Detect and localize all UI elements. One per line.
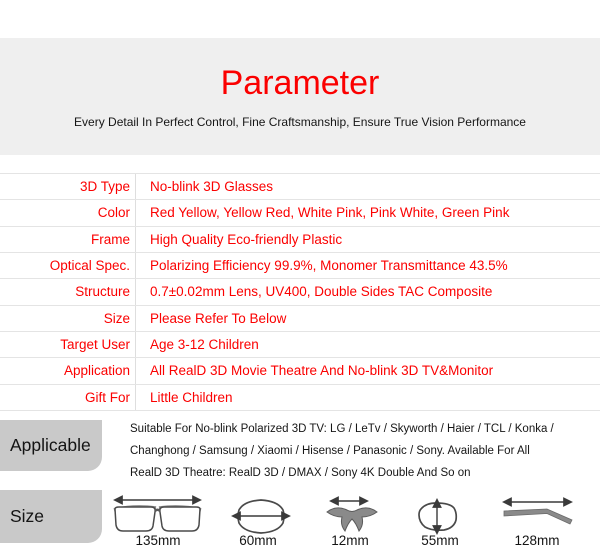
table-row <box>0 174 600 200</box>
spec-value: Little Children <box>150 389 233 405</box>
applicable-line: Suitable For No-blink Polarized 3D TV: LG / LeTv / Skyworth / Haier / TCL / Konka / <box>130 423 554 435</box>
spec-value: Red Yellow, Yellow Red, White Pink, Pink White, Green Pink <box>150 205 510 221</box>
measurement-label: 12mm <box>331 533 369 548</box>
measurement-label: 60mm <box>239 533 277 548</box>
applicable-line: Changhong / Samsung / Xiaomi / Hisense / Panasonic / Sony. Available For All <box>130 445 530 457</box>
size-tab-label: Size <box>10 506 45 526</box>
measurement-label: 135mm <box>135 533 181 548</box>
spec-label: Size <box>0 306 136 331</box>
spec-label: Frame <box>0 227 136 252</box>
spec-value: 0.7±0.02mm Lens, UV400, Double Sides TAC Composite <box>150 284 493 300</box>
spec-value: Age 3-12 Children <box>150 337 259 353</box>
table-row <box>0 253 600 279</box>
table-row <box>0 279 600 305</box>
lens-height-icon <box>419 500 456 533</box>
glasses-front-icon <box>114 500 201 531</box>
spec-label: Structure <box>0 279 136 304</box>
page-title: Parameter <box>220 64 380 102</box>
spec-label: Color <box>0 200 136 225</box>
page-subtitle: Every Detail In Perfect Control, Fine Craftsmanship, Ensure True Vision Performance <box>74 115 526 129</box>
temple-icon <box>504 502 572 524</box>
applicable-tab-label: Applicable <box>10 435 91 455</box>
spec-value: High Quality Eco-friendly Plastic <box>150 231 343 247</box>
table-row <box>0 332 600 358</box>
table-row <box>0 385 600 411</box>
applicable-tab <box>0 420 102 471</box>
applicable-line: RealD 3D Theatre: RealD 3D / DMAX / Sony 4K Double And So on <box>130 467 471 479</box>
table-row <box>0 200 600 226</box>
spec-value: Please Refer To Below <box>150 310 287 326</box>
table-row <box>0 227 600 253</box>
measurement-label: 128mm <box>514 533 560 548</box>
table-row <box>0 358 600 384</box>
bridge-icon <box>327 501 377 531</box>
parameter-header <box>0 38 600 155</box>
measurement-label: 55mm <box>421 533 459 548</box>
applicable-description <box>130 418 590 484</box>
spec-value: No-blink 3D Glasses <box>150 179 274 195</box>
spec-label: Target User <box>0 332 136 357</box>
spec-label: 3D Type <box>0 174 136 199</box>
lens-width-icon <box>233 500 289 533</box>
table-row <box>0 306 600 332</box>
spec-label: Application <box>0 358 136 383</box>
spec-label: Optical Spec. <box>0 253 136 278</box>
spec-label: Gift For <box>0 385 136 410</box>
spec-table <box>0 173 600 411</box>
spec-value: Polarizing Efficiency 99.9%, Monomer Transmittance 43.5% <box>150 258 508 274</box>
spec-value: All RealD 3D Movie Theatre And No-blink 3D TV&Monitor <box>150 363 494 379</box>
